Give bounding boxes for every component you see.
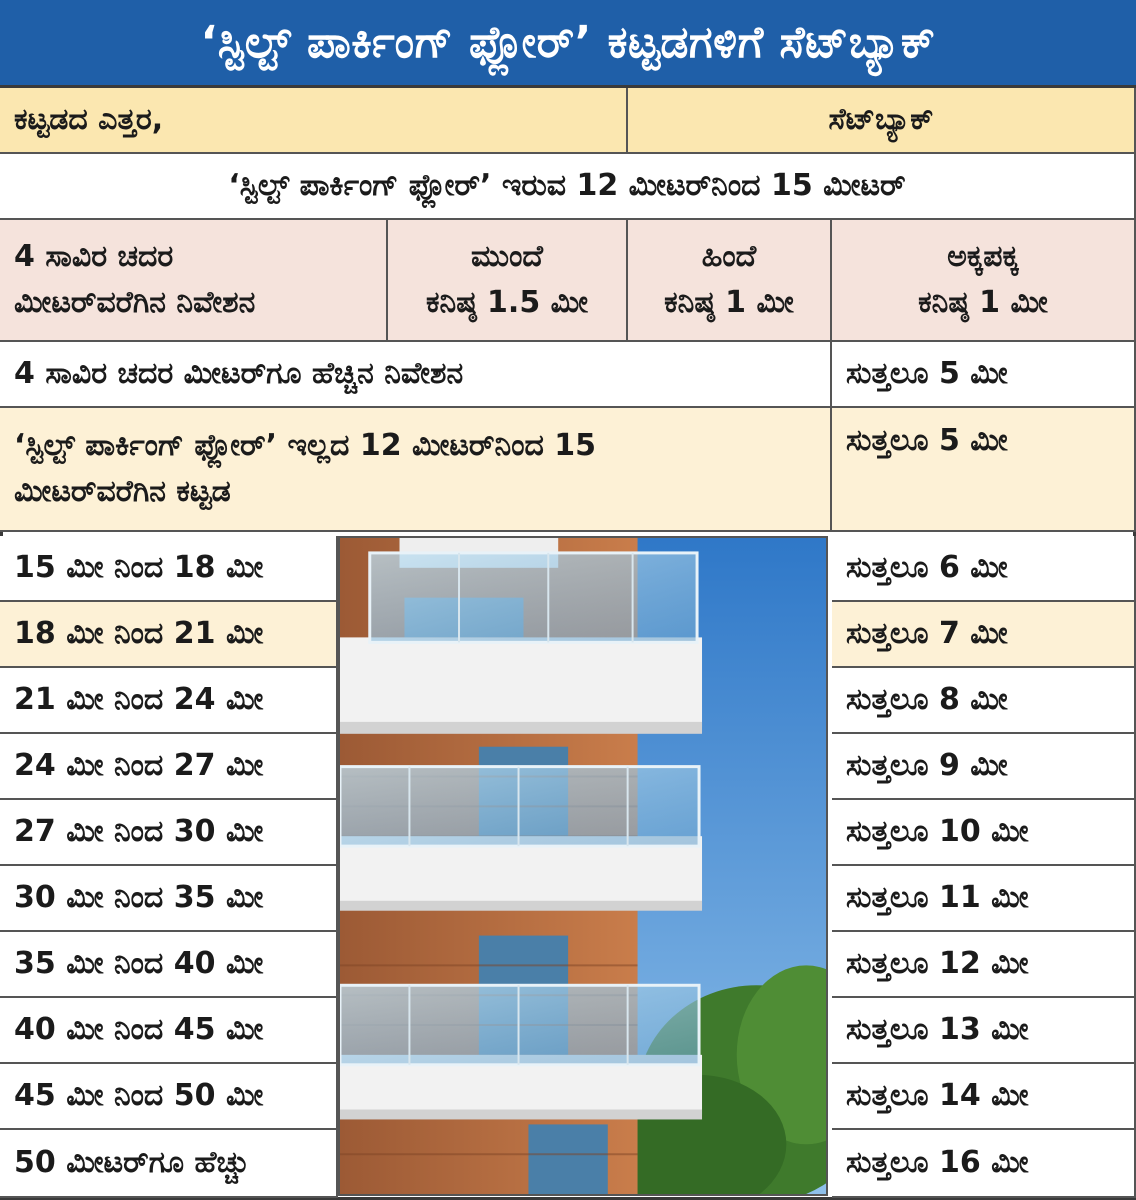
front-value: ಕನಿಷ್ಠ 1.5 ಮೀ — [426, 285, 588, 320]
no-stilt-label-line2: ಮೀಟರ್‌ವರೆಗಿನ ಕಟ್ಟಡ — [14, 474, 231, 509]
setback-value-cell: ಸುತ್ತಲೂ 11 ಮೀ — [832, 866, 1136, 932]
no-stilt-label-line1: ‘ಸ್ಟಿಲ್ಟ್ ಪಾರ್ಕಿಂಗ್ ಫ್ಲೋರ್’ ಇಲ್ಲದ 12 ಮೀಟರ್‌ನಿಂದ 15 — [14, 427, 597, 463]
front-label: ಮುಂದೆ — [471, 238, 543, 274]
rear-label: ಹಿಂದೆ — [701, 238, 757, 274]
height-range-cell: 50 ಮೀಟರ್‌ಗೂ ಹೆಚ್ಚು — [0, 1130, 338, 1198]
no-stilt-setback: ಸುತ್ತಲೂ 5 ಮೀ — [832, 408, 1136, 532]
setback-value-cell: ಸುತ್ತಲೂ 16 ಮೀ — [832, 1130, 1136, 1198]
height-range-cell: 21 ಮೀ ನಿಂದ 24 ಮೀ — [0, 668, 338, 734]
large-plot-setback: ಸುತ್ತಲೂ 5 ಮೀ — [832, 342, 1136, 408]
side-value: ಕನಿಷ್ಠ 1 ಮೀ — [918, 285, 1048, 320]
height-range-cell: 18 ಮೀ ನಿಂದ 21 ಮೀ — [0, 602, 338, 668]
small-plot-label — [0, 220, 388, 342]
height-range-cell: 35 ಮೀ ನಿಂದ 40 ಮೀ — [0, 932, 338, 998]
height-range-cell: 40 ಮೀ ನಿಂದ 45 ಮೀ — [0, 998, 338, 1064]
small-plot-label-line2: ಮೀಟರ್‌ವರೆಗಿನ ನಿವೇಶನ — [14, 285, 256, 320]
height-range-cell: 24 ಮೀ ನಿಂದ 27 ಮೀ — [0, 734, 338, 800]
setback-value-cell: ಸುತ್ತಲೂ 8 ಮೀ — [832, 668, 1136, 734]
no-stilt-label — [0, 408, 832, 532]
side-setback-cell — [832, 220, 1136, 342]
setback-header: ಸೆಟ್‌ಬ್ಯಾಕ್ — [628, 88, 1136, 154]
front-setback-cell — [388, 220, 628, 342]
large-plot-label: 4 ಸಾವಿರ ಚದರ ಮೀಟರ್‌ಗೂ ಹೆಚ್ಚಿನ ನಿವೇಶನ — [0, 342, 832, 408]
height-header: ಕಟ್ಟಡದ ಎತ್ತರ, — [0, 88, 628, 154]
rear-value: ಕನಿಷ್ಠ 1 ಮೀ — [664, 285, 794, 320]
apartment-building-photo — [338, 536, 828, 1196]
setback-value-cell: ಸುತ್ತಲೂ 6 ಮೀ — [832, 536, 1136, 602]
height-range-cell: 27 ಮೀ ನಿಂದ 30 ಮೀ — [0, 800, 338, 866]
setback-value-cell: ಸುತ್ತಲೂ 13 ಮೀ — [832, 998, 1136, 1064]
height-range-cell: 30 ಮೀ ನಿಂದ 35 ಮೀ — [0, 866, 338, 932]
height-range-cell: 15 ಮೀ ನಿಂದ 18 ಮೀ — [0, 536, 338, 602]
rear-setback-cell — [628, 220, 832, 342]
setback-value-cell: ಸುತ್ತಲೂ 9 ಮೀ — [832, 734, 1136, 800]
setback-value-cell: ಸುತ್ತಲೂ 10 ಮೀ — [832, 800, 1136, 866]
small-plot-label-line1: 4 ಸಾವಿರ ಚದರ — [14, 238, 174, 274]
stilt-subheader: ‘ಸ್ಟಿಲ್ಟ್ ಪಾರ್ಕಿಂಗ್ ಫ್ಲೋರ್’ ಇರುವ 12 ಮೀಟರ್‌ನಿಂದ 15 ಮೀಟರ್ — [0, 154, 1136, 220]
setback-value-cell: ಸುತ್ತಲೂ 14 ಮೀ — [832, 1064, 1136, 1130]
setback-value-cell: ಸುತ್ತಲೂ 7 ಮೀ — [832, 602, 1136, 668]
setback-value-cell: ಸುತ್ತಲೂ 12 ಮೀ — [832, 932, 1136, 998]
side-label: ಅಕ್ಕಪಕ್ಕ — [947, 238, 1019, 274]
height-range-cell: 45 ಮೀ ನಿಂದ 50 ಮೀ — [0, 1064, 338, 1130]
infographic-title: ‘ಸ್ಟಿಲ್ಟ್ ಪಾರ್ಕಿಂಗ್ ಫ್ಲೋರ್’ ಕಟ್ಟಡಗಳಿಗೆ ಸೆಟ್‌ಬ್ಯಾಕ್ — [0, 0, 1136, 88]
